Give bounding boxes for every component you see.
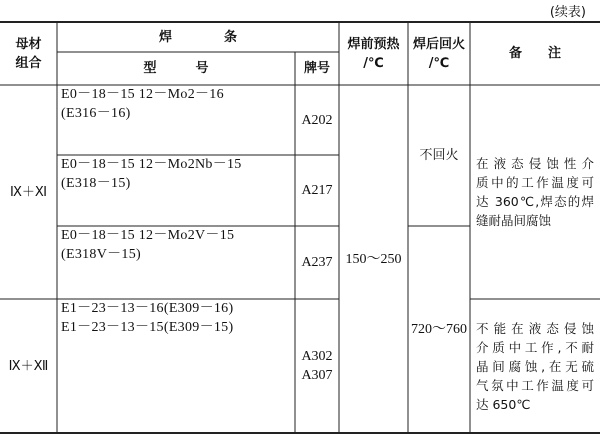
header-brand: 牌号: [303, 61, 330, 76]
header-post-heat-line1: 焊后回火: [412, 36, 465, 52]
header-preheat-line1: 焊前预热: [347, 36, 400, 52]
remark-line: 不能在液态侵蚀: [476, 320, 594, 336]
remark-line: 晶间腐蚀,在无硫: [476, 358, 594, 374]
remark-line: 在液态侵蚀性介: [476, 156, 594, 171]
post-heat-group-2: 720～760: [411, 322, 467, 337]
header-model: 型 号: [143, 61, 209, 76]
base-material-group-1: Ⅸ＋Ⅺ: [9, 184, 48, 200]
brand-cell: A202: [301, 112, 333, 128]
table-row: [57, 299, 295, 433]
brand-line: A302: [301, 349, 333, 364]
brand-cell: A237: [301, 255, 333, 270]
base-material-group-2: Ⅸ＋Ⅻ: [8, 358, 49, 374]
header-base-material-line2: 组合: [15, 55, 42, 71]
model-line: E0－18－15 12－Mo2Nb－15: [61, 157, 242, 172]
table-row: [57, 155, 295, 226]
table-row: [57, 226, 295, 299]
model-line: E0－18－15 12－Mo2V－15: [61, 228, 235, 243]
remark-line: 质中的工作温度可: [476, 175, 594, 190]
header-base-material: [0, 22, 57, 85]
remarks-group-2: [470, 299, 600, 433]
welding-electrode-table: [0, 21, 600, 434]
brand-cell: A217: [301, 183, 333, 198]
remark-line: 达 360℃,焊态的焊: [476, 194, 594, 209]
remark-line: 介质中工作,不耐: [476, 339, 594, 355]
model-line: E0－18－15 12－Mo2－16: [61, 87, 224, 102]
header-remarks: 备 注: [508, 46, 561, 61]
header-preheat: [339, 22, 408, 85]
remark-line: 气氛中工作温度可: [476, 377, 594, 393]
model-line: E1－23－13－16(E309－16): [61, 301, 234, 316]
model-line: (E318－15): [61, 176, 131, 191]
remarks-group-1: [470, 85, 600, 299]
header-preheat-line2: /℃: [363, 55, 384, 71]
brand-cell: [295, 299, 339, 433]
remark-line: 缝耐晶间腐蚀: [476, 213, 552, 228]
table-row: [57, 85, 295, 155]
preheat-shared: 150～250: [345, 251, 402, 267]
post-heat-group-1: 不回火: [419, 148, 459, 163]
header-electrode: 焊 条: [158, 29, 237, 45]
model-line: (E318V－15): [61, 247, 141, 262]
remark-line: 达 650℃: [476, 396, 531, 412]
continued-label: (续表): [549, 5, 586, 20]
brand-line: A307: [301, 368, 333, 383]
header-post-heat: [408, 22, 470, 85]
header-base-material-line1: 母材: [15, 36, 42, 52]
model-line: E1－23－13－15(E309－15): [61, 320, 234, 335]
header-post-heat-line2: /℃: [428, 55, 450, 71]
model-line: (E316－16): [61, 106, 131, 121]
